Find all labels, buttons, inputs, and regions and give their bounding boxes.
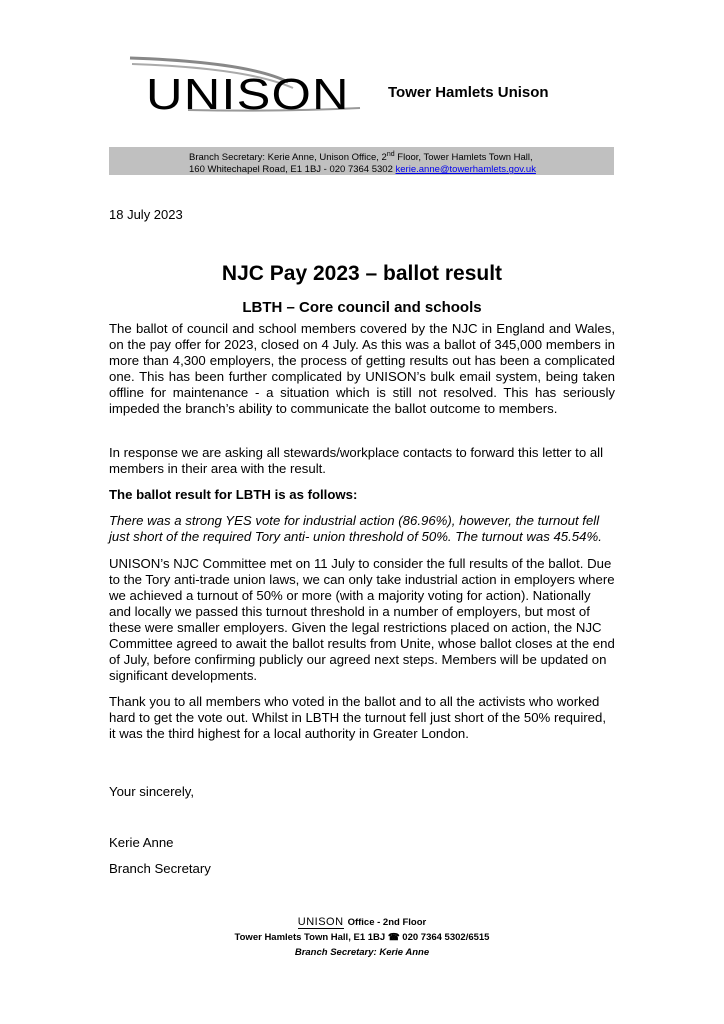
signatory-role: Branch Secretary bbox=[109, 861, 211, 876]
paragraph: The ballot of council and school members covered by the NJC in England and Wales, on the pay offer for 2023, closed on 4 July. As this was a ballot of 345,000 members in more than 4,300 employers, the process of getting results out has been a complicated one. This has been further complicated by UNISON’s bulk email system, being taken offline for maintenance - a situation which is still not resolved. This has seriously impeded the branch’s ability to communicate the ballot outcome to members. bbox=[109, 321, 615, 416]
email-link[interactable]: kerie.anne@towerhamlets.gov.uk bbox=[395, 164, 536, 176]
result-statement: There was a strong YES vote for industrial action (86.96%), however, the turnout fell just short of the required Tory anti- union threshold of 50%. The turnout was 45.54%. bbox=[109, 513, 602, 544]
organisation-name: Tower Hamlets Unison bbox=[388, 84, 549, 101]
signatory-name: Kerie Anne bbox=[109, 835, 174, 850]
paragraph: UNISON’s NJC Committee met on 11 July to consider the full results of the ballot. Due to the Tory anti-trade union laws, we can only take industrial action in employers where we achieved a turnout of 50% or more (with a majority voting for action). Nationally and locally we passed this turnout threshold in a number of employers, but most of these were smaller employers. Given the legal restrictions placed on action, the NJC Committee agreed to await the ballot results from Unite, whose ballot closes at the end of July, before confirming publicly our agreed next steps. Members will be updated on significant developments. bbox=[109, 556, 615, 683]
letter-date: 18 July 2023 bbox=[109, 207, 183, 222]
phone-icon: ☎ bbox=[387, 932, 400, 943]
unison-logo: UNISON bbox=[128, 52, 363, 116]
footer-logo: UNISON bbox=[297, 916, 344, 928]
footer: UNISON Office - 2nd Floor Tower Hamlets Town Hall, E1 1BJ ☎ 020 7364 5302/6515 Branch Secretary: Kerie Anne bbox=[234, 916, 490, 958]
signoff: Your sincerely, bbox=[109, 784, 195, 799]
address-bar: Branch Secretary: Kerie Anne, Unison Office, 2nd Floor, Tower Hamlets Town Hall, 160 Whitechapel Road, E1 1BJ - 020 7364 5302 kerie.anne@towerhamlets.gov.uk bbox=[109, 147, 614, 175]
subtitle: LBTH – Core council and schools bbox=[242, 299, 482, 316]
page-title: NJC Pay 2023 – ballot result bbox=[221, 262, 503, 285]
paragraph: In response we are asking all stewards/workplace contacts to forward this letter to all members in their area with the result. bbox=[109, 445, 604, 476]
paragraph: Thank you to all members who voted in the ballot and to all the activists who worked hard to get the vote out. Whilst in LBTH the turnout fell just short of the 50% required, it was the third highest for a local authority in Greater London. bbox=[109, 694, 606, 741]
paragraph-heading: The ballot result for LBTH is as follows: bbox=[109, 487, 358, 502]
